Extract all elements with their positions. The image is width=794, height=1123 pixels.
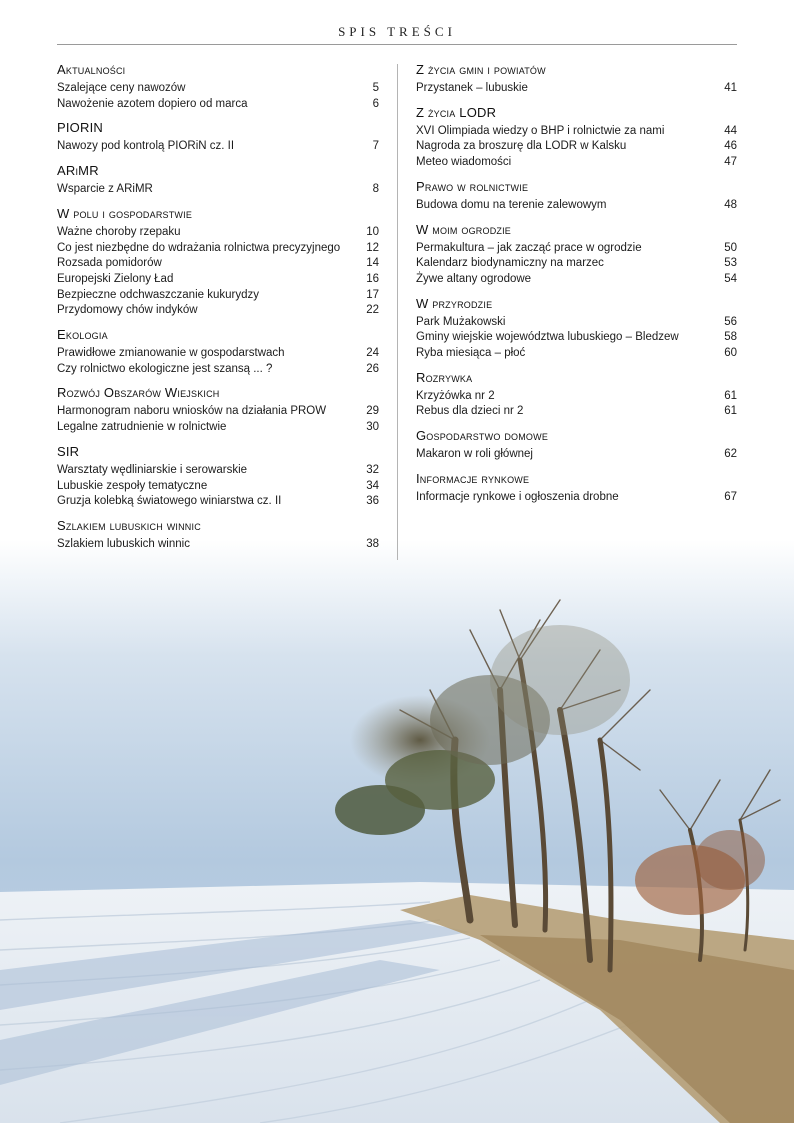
- entry-title: Legalne zatrudnienie w rolnictwie: [57, 421, 227, 434]
- entry-title: Krzyżówka nr 2: [416, 389, 495, 402]
- entry-page: 38: [366, 537, 379, 550]
- entry-title: Informacje rynkowe i ogłoszenia drobne: [416, 490, 619, 503]
- section-heading: Prawo w rolnictwie: [416, 178, 529, 194]
- entry-page: 54: [724, 272, 737, 285]
- entry-title: XVI Olimpiada wiedzy o BHP i rolnictwie za nami: [416, 124, 665, 137]
- entry-page: 53: [724, 257, 737, 270]
- entry-page: 6: [372, 97, 379, 110]
- toc-entry[interactable]: [416, 404, 737, 420]
- toc-entry[interactable]: [416, 241, 737, 257]
- entry-page: 36: [366, 495, 379, 508]
- entry-page: 5: [372, 82, 379, 94]
- toc-section: [416, 222, 737, 288]
- entry-page: 62: [724, 448, 737, 461]
- toc-entry[interactable]: [57, 303, 379, 319]
- section-heading: Aktualności: [57, 62, 126, 77]
- toc-entry[interactable]: [57, 494, 379, 510]
- toc-entry[interactable]: [57, 288, 379, 304]
- section-heading: Z życia gmin i powiatów: [416, 62, 546, 77]
- entry-page: 17: [366, 288, 379, 301]
- page-title: SPIS TREŚCI: [338, 24, 456, 39]
- section-heading: Rozwój Obszarów Wiejskich: [57, 385, 220, 401]
- entry-title: Makaron w roli głównej: [416, 448, 533, 461]
- toc-right-column: [416, 62, 737, 514]
- entry-title: Europejski Zielony Ład: [57, 272, 174, 285]
- toc-section: [57, 327, 379, 377]
- section-heading: W przyrodzie: [416, 295, 493, 311]
- entry-page: 8: [372, 183, 379, 196]
- entry-title: Ryba miesiąca – płoć: [416, 347, 526, 360]
- toc-section: [57, 385, 379, 435]
- entry-page: 48: [724, 198, 737, 211]
- entry-page: 50: [724, 241, 737, 254]
- entry-title: Park Mużakowski: [416, 315, 506, 328]
- toc-entry[interactable]: [416, 81, 737, 97]
- toc-entry[interactable]: [57, 182, 379, 198]
- section-heading: W moim ogrodzie: [416, 221, 511, 237]
- toc-entry[interactable]: [57, 97, 379, 113]
- toc-left-column: [57, 62, 379, 561]
- entry-title: Prawidłowe zmianowanie w gospodarstwach: [57, 347, 285, 360]
- toc-entry[interactable]: [416, 139, 737, 155]
- entry-title: Meteo wiadomości: [416, 156, 512, 169]
- toc-entry[interactable]: [416, 198, 737, 214]
- section-heading: Z życia LODR: [416, 104, 497, 120]
- entry-page: 30: [366, 421, 379, 434]
- toc-entry[interactable]: [57, 81, 379, 97]
- winter-field-photo: [0, 540, 794, 1123]
- entry-page: 67: [724, 490, 737, 503]
- column-divider: [397, 64, 398, 560]
- entry-page: 61: [724, 405, 737, 418]
- toc-entry[interactable]: [57, 537, 379, 553]
- toc-entry[interactable]: [57, 362, 379, 378]
- entry-title: Bezpieczne odchwaszczanie kukurydzy: [57, 288, 259, 301]
- toc-section: [57, 206, 379, 319]
- entry-page: 16: [366, 272, 379, 285]
- toc-entry[interactable]: [57, 256, 379, 272]
- toc-section: [416, 62, 737, 97]
- entry-page: 22: [366, 304, 379, 317]
- toc-entry[interactable]: [57, 272, 379, 288]
- entry-title: Przystanek – lubuskie: [416, 82, 528, 94]
- toc-section: [416, 471, 737, 506]
- section-heading: Gospodarstwo domowe: [416, 428, 549, 444]
- toc-entry[interactable]: [416, 330, 737, 346]
- entry-title: Permakultura – jak zacząć prace w ogrodzie: [416, 241, 642, 254]
- entry-page: 60: [724, 347, 737, 360]
- toc-section: [57, 518, 379, 553]
- toc-entry[interactable]: [57, 139, 379, 155]
- toc-section: [57, 163, 379, 198]
- entry-title: Gminy wiejskie województwa lubuskiego – Bledzew: [416, 331, 679, 344]
- toc-section: [416, 428, 737, 463]
- toc-entry[interactable]: [416, 256, 737, 272]
- entry-title: Harmonogram naboru wniosków na działania PROW: [57, 405, 327, 418]
- toc-section: [57, 62, 379, 112]
- toc-section: [416, 179, 737, 214]
- toc-section: [416, 296, 737, 362]
- entry-title: Ważne choroby rzepaku: [57, 225, 181, 238]
- entry-title: Żywe altany ogrodowe: [416, 272, 532, 285]
- entry-page: 10: [366, 225, 379, 238]
- toc-section: [416, 105, 737, 171]
- entry-title: Szlakiem lubuskich winnic: [57, 537, 190, 550]
- toc-section: [57, 444, 379, 510]
- toc-entry[interactable]: [416, 346, 737, 362]
- entry-title: Nagroda za broszurę dla LODR w Kalsku: [416, 140, 627, 153]
- toc-entry[interactable]: [57, 346, 379, 362]
- entry-page: 26: [366, 362, 379, 375]
- toc-entry[interactable]: [416, 124, 737, 140]
- entry-title: Wsparcie z ARiMR: [57, 183, 153, 196]
- entry-title: Rozsada pomidorów: [57, 257, 162, 270]
- entry-page: 44: [724, 124, 737, 137]
- entry-title: Czy rolnictwo ekologiczne jest szansą ... ?: [57, 362, 273, 375]
- entry-page: 56: [724, 315, 737, 328]
- toc-entry[interactable]: [416, 447, 737, 463]
- entry-title: Kalendarz biodynamiczny na marzec: [416, 257, 604, 270]
- section-heading: SIR: [57, 443, 80, 459]
- entry-title: Lubuskie zespoły tematyczne: [57, 479, 208, 492]
- section-heading: W polu i gospodarstwie: [57, 205, 193, 221]
- section-heading: Rozrywka: [416, 369, 473, 385]
- entry-title: Przydomowy chów indyków: [57, 304, 198, 317]
- entry-page: 41: [724, 82, 737, 94]
- entry-title: Warsztaty wędliniarskie i serowarskie: [57, 463, 248, 476]
- entry-page: 12: [366, 241, 379, 254]
- entry-page: 58: [724, 331, 737, 344]
- toc-section: [416, 370, 737, 420]
- entry-page: 32: [366, 463, 379, 476]
- section-heading: Ekologia: [57, 327, 108, 343]
- header-rule: [57, 44, 737, 45]
- toc-entry[interactable]: [57, 241, 379, 257]
- entry-page: 61: [724, 389, 737, 402]
- section-heading: Szlakiem lubuskich winnic: [57, 517, 201, 533]
- entry-page: 46: [724, 140, 737, 153]
- entry-page: 14: [366, 257, 379, 270]
- toc-entry[interactable]: [416, 155, 737, 171]
- entry-title: Nawozy pod kontrolą PIORiN cz. II: [57, 140, 235, 153]
- entry-title: Nawożenie azotem dopiero od marca: [57, 97, 248, 110]
- section-heading: ARiMR: [57, 163, 99, 179]
- toc-entry[interactable]: [57, 463, 379, 479]
- toc-entry[interactable]: [416, 490, 737, 506]
- entry-page: 24: [366, 347, 379, 360]
- toc-section: [57, 120, 379, 155]
- toc-entry[interactable]: [57, 420, 379, 436]
- section-heading: PIORIN: [57, 120, 103, 136]
- toc-entry[interactable]: [57, 225, 379, 241]
- entry-title: Rebus dla dzieci nr 2: [416, 405, 524, 418]
- toc-entry[interactable]: [416, 315, 737, 331]
- entry-title: Szalejące ceny nawozów: [57, 82, 186, 94]
- section-heading: Informacje rynkowe: [416, 470, 530, 486]
- toc-entry[interactable]: [57, 404, 379, 420]
- entry-page: 34: [366, 479, 379, 492]
- entry-page: 47: [724, 156, 737, 169]
- toc-entry[interactable]: [57, 479, 379, 495]
- entry-page: 7: [372, 140, 379, 153]
- entry-title: Budowa domu na terenie zalewowym: [416, 198, 607, 211]
- toc-entry[interactable]: [416, 272, 737, 288]
- entry-page: 29: [366, 405, 379, 418]
- toc-entry[interactable]: [416, 389, 737, 405]
- entry-title: Gruzja kolebką światowego winiarstwa cz. II: [57, 495, 282, 508]
- entry-title: Co jest niezbędne do wdrażania rolnictwa precyzyjnego: [57, 241, 341, 254]
